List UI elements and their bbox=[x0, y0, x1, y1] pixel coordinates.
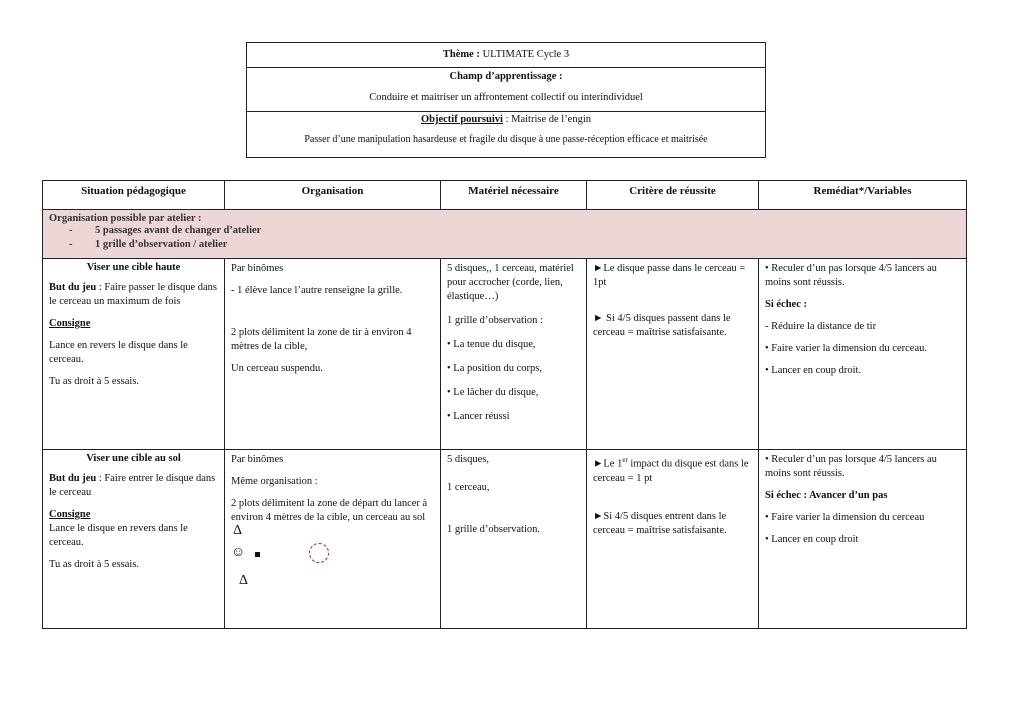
organisation-atelier-row bbox=[43, 210, 967, 259]
org-text-1c: 2 plots délimitent la zone de tir à environ 4 mètres de la cible, bbox=[231, 327, 412, 352]
field-diagram bbox=[231, 523, 434, 588]
mat-text-1a: 5 disques,, 1 cerceau, matériel pour accrocher (corde, lien, élastique…) bbox=[447, 263, 574, 302]
organisation-atelier-title: Organisation possible par atelier : bbox=[49, 213, 202, 224]
rem-text-2d: • Lancer en coup droit bbox=[765, 534, 859, 545]
organisation-cell-1 bbox=[225, 259, 441, 450]
situation-title-1: Viser une cible haute bbox=[86, 262, 181, 273]
situation-title-2: Viser une cible au sol bbox=[86, 453, 181, 464]
disc-icon bbox=[255, 552, 260, 557]
col-header-organisation: Organisation bbox=[225, 181, 441, 210]
rem-text-2b: Si échec : Avancer d’un pas bbox=[765, 490, 888, 501]
crit-text-2b: ►Si 4/5 disques entrent dans le cerceau = maîtrise satisfaisante. bbox=[593, 510, 727, 536]
consigne-label-2: Consigne bbox=[49, 509, 91, 520]
rem-text-1b: Si échec : bbox=[765, 299, 807, 310]
theme-label: Thème : bbox=[442, 49, 480, 60]
objectif-detail: Passer d’une manipulation hasardeuse et fragile du disque à une passe-réception efficace et maitrisée bbox=[304, 134, 708, 145]
target-hoop-icon bbox=[309, 543, 329, 563]
champ-cell bbox=[247, 68, 766, 112]
but-label-1: But du jeu bbox=[49, 282, 97, 293]
situations-table bbox=[42, 180, 967, 629]
materiel-cell-2 bbox=[441, 450, 587, 629]
atelier-bullet-2: - 1 grille d’observation / atelier bbox=[69, 239, 228, 250]
but-text-1: : Faire passer le disque dans le cerceau un maximum de fois bbox=[49, 282, 217, 307]
consigne-text-1: Lance en revers le disque dans le cerceau. bbox=[49, 340, 188, 365]
crit-text-2a: ►Le 1er impact du disque est dans le cerceau = 1 pt bbox=[593, 456, 749, 484]
consigne-text-2: Lance le disque en revers dans le cerceau. bbox=[49, 523, 188, 548]
objectif-cell bbox=[247, 112, 766, 158]
consigne-label-1: Consigne bbox=[49, 318, 91, 329]
mat-text-2a: 5 disques, bbox=[447, 454, 489, 465]
org-text-2b: Même organisation : bbox=[231, 476, 318, 487]
cone-marker-icon-2: Δ bbox=[239, 573, 249, 588]
org-text-1a: Par binômes bbox=[231, 263, 284, 274]
theme-header-table bbox=[246, 42, 766, 158]
champ-value: Conduire et maitriser un affrontement collectif ou interindividuel bbox=[369, 92, 643, 103]
rem-text-1e: • Lancer en coup droit. bbox=[765, 365, 862, 376]
atelier-bullet-1: - 5 passages avant de changer d’atelier bbox=[69, 225, 262, 236]
theme-cell bbox=[247, 43, 766, 68]
critere-cell-2 bbox=[587, 450, 759, 629]
rem-text-1d: • Faire varier la dimension du cerceau. bbox=[765, 343, 927, 354]
situation-cell-2 bbox=[43, 450, 225, 629]
col-header-materiel: Matériel nécessaire bbox=[441, 181, 587, 210]
rem-text-1c: - Réduire la distance de tir bbox=[765, 321, 877, 332]
rem-text-2a: • Reculer d’un pas lorsque 4/5 lancers au moins sont réussis. bbox=[765, 454, 937, 479]
org-text-2a: Par binômes bbox=[231, 454, 284, 465]
org-text-2c: 2 plots délimitent la zone de départ du lancer à environ 4 mètres de la cible, un cerceau au sol bbox=[231, 498, 428, 523]
situation-cell-1 bbox=[43, 259, 225, 450]
crit-text-1b: ► Si 4/5 disques passent dans le cerceau = maîtrise satisfaisante. bbox=[593, 313, 731, 338]
rem-text-1a: • Reculer d’un pas lorsque 4/5 lancers au moins sont réussis. bbox=[765, 263, 937, 288]
col-header-situation: Situation pédagogique bbox=[43, 181, 225, 210]
mat-text-2b: 1 cerceau, bbox=[447, 482, 490, 493]
mat-text-1b: 1 grille d’observation : bbox=[447, 315, 543, 326]
materiel-cell-1 bbox=[441, 259, 587, 450]
critere-cell-1 bbox=[587, 259, 759, 450]
rem-text-2c: • Faire varier la dimension du cerceau bbox=[765, 512, 925, 523]
but-text-2: : Faire entrer le disque dans le cerceau bbox=[49, 473, 216, 498]
col-header-critere: Critère de réussite bbox=[587, 181, 759, 210]
objectif-value: : Maitrise de l’engin bbox=[505, 114, 592, 125]
but-label-2: But du jeu bbox=[49, 473, 97, 484]
essais-text-2: Tu as droit à 5 essais. bbox=[49, 559, 140, 570]
thrower-smiley-icon: ☺ bbox=[231, 545, 246, 560]
mat-text-1c: • La tenue du disque, bbox=[447, 339, 536, 350]
cone-marker-icon: Δ bbox=[233, 523, 243, 538]
org-text-1d: Un cerceau suspendu. bbox=[231, 363, 323, 374]
crit-text-1a: ►Le disque passe dans le cerceau = 1pt bbox=[593, 263, 746, 288]
mat-text-1d: • La position du corps, bbox=[447, 363, 542, 374]
remediation-cell-1 bbox=[759, 259, 967, 450]
organisation-cell-2 bbox=[225, 450, 441, 629]
col-header-remediation: Remédiat*/Variables bbox=[759, 181, 967, 210]
org-text-1b: - 1 élève lance l’autre renseigne la grille. bbox=[231, 285, 403, 296]
essais-text-1: Tu as droit à 5 essais. bbox=[49, 376, 140, 387]
mat-text-1f: • Lancer réussi bbox=[447, 411, 510, 422]
mat-text-1e: • Le lâcher du disque, bbox=[447, 387, 539, 398]
objectif-label: Objectif poursuivi bbox=[420, 114, 503, 125]
theme-value: ULTIMATE Cycle 3 bbox=[482, 49, 570, 60]
champ-label: Champ d’apprentissage : bbox=[449, 71, 563, 82]
remediation-cell-2 bbox=[759, 450, 967, 629]
mat-text-2c: 1 grille d’observation. bbox=[447, 524, 541, 535]
